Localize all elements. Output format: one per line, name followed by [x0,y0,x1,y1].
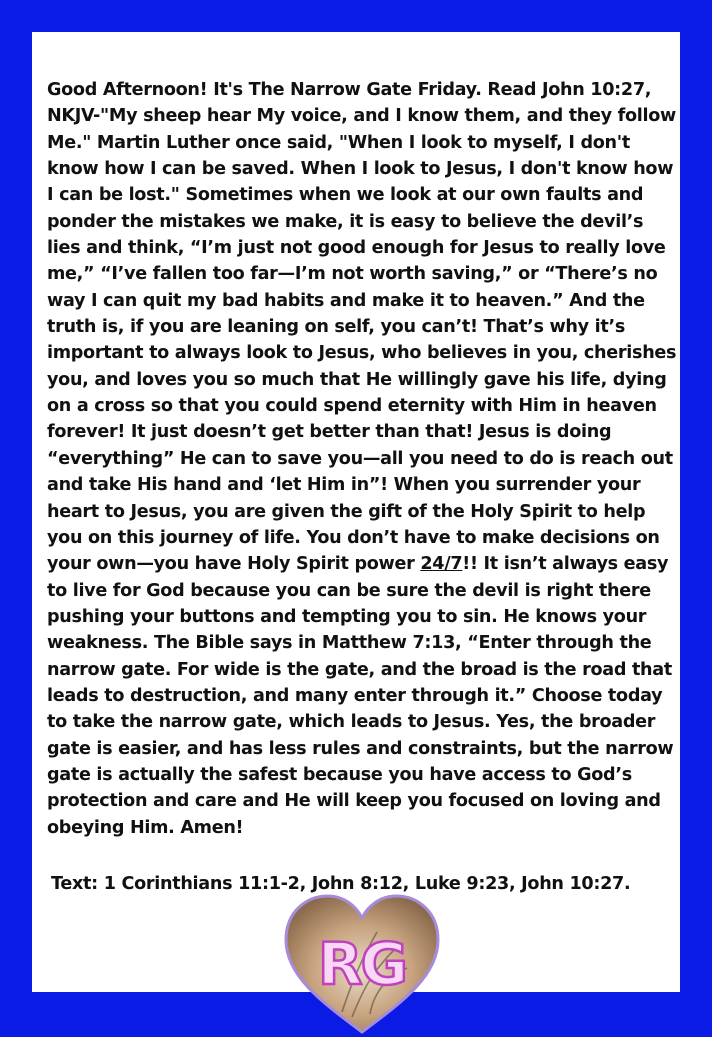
devotional-text [47,77,677,841]
rg-heart-logo [282,892,442,1037]
devotional-text-part-2: !! It isn’t always easy to live for God because you can be sure the devil is right there pushing your buttons and tempting you to sin. He knows your weakness. The Bible says in Matthew 7:13, “Enter through the narrow gate. For wide is the gate, and the broad is the road that leads to destruction, and many enter through it.” Choose today to take the narrow gate, which leads to Jesus. Yes, the broader gate is easier, and has less rules and constraints, but the narrow gate is actually the safest because you have access to God’s protection and care and He will keep you focused on loving and obeying Him. Amen! [47,554,674,838]
devotional-text-part-1: Good Afternoon! It's The Narrow Gate Friday. Read John 10:27, NKJV-"My sheep hear My voice, and I know them, and they follow Me." Martin Luther once said, "When I look to myself, I don't know how I can be saved. When I look to Jesus, I don't know how I can be lost." Sometimes when we look at our own faults and ponder the mistakes we make, it is easy to believe the devil’s lies and think, “I’m just not good enough for Jesus to really love me,” “I’ve fallen too far—I’m not worth saving,” or “There’s no way I can quit my bad habits and make it to heaven.” And the truth is, if you are leaning on self, you can’t! That’s why it’s important to always look to Jesus, who believes in you, cherishes you, and loves you so much that He willingly gave his life, dying on a cross so that you could spend eternity with Him in heaven forever! It just doesn’t get better than that! Jesus is doing “everything” He can to save you—all you need to do is reach out and take His hand and ‘let Him in”! When you surrender your heart to Jesus, you are given the gift of the Holy Spirit to help you on this journey of life. You don’t have to make decisions on your own—you have Holy Spirit power [47,80,677,575]
devotional-card [32,32,680,998]
logo-initials: RG [317,930,407,998]
twenty-four-seven-link[interactable]: 24/7 [420,554,463,575]
scripture-references: Text: 1 Corinthians 11:1-2, John 8:12, Luke 9:23, John 10:27. [51,874,631,894]
